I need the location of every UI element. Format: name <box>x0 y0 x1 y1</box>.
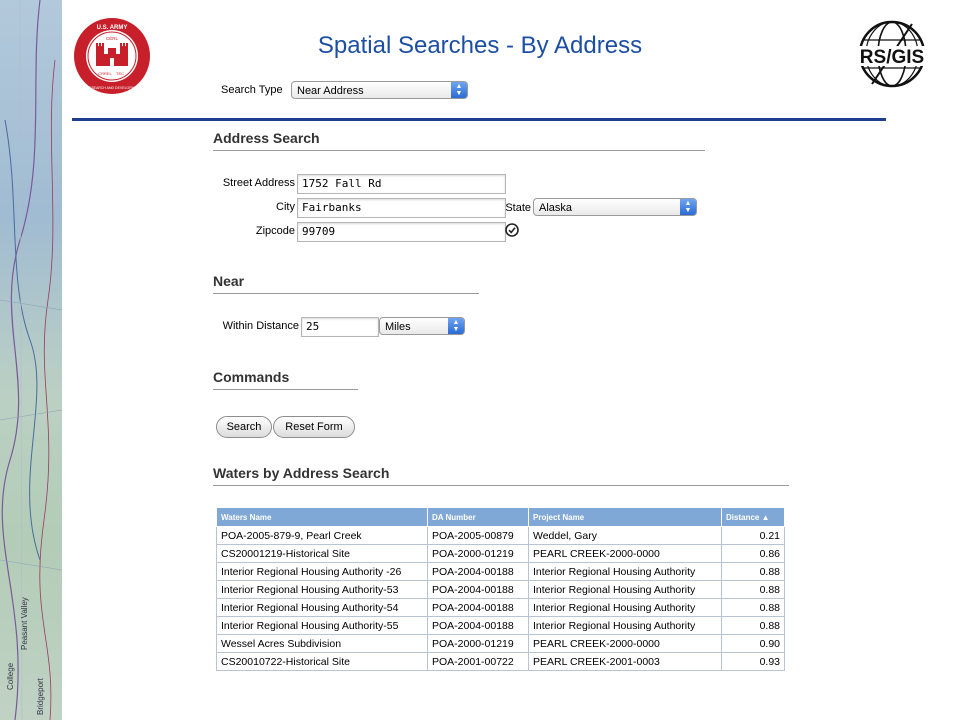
svg-text:CRREL: CRREL <box>98 71 112 76</box>
cell-waters-name: POA-2005-879-9, Pearl Creek <box>217 527 428 545</box>
search-type-label: Search Type <box>221 84 283 96</box>
cell-waters-name: Interior Regional Housing Authority-55 <box>217 617 428 635</box>
cell-distance: 0.88 <box>722 581 785 599</box>
distance-header-label: Distance <box>726 512 760 522</box>
cell-waters-name: CS20001219-Historical Site <box>217 545 428 563</box>
cell-project-name: Interior Regional Housing Authority <box>529 599 722 617</box>
commands-heading: Commands <box>213 369 358 390</box>
state-value: Alaska <box>539 202 573 214</box>
cell-waters-name: Wessel Acres Subdivision <box>217 635 428 653</box>
map-label: Bridgeport <box>36 678 45 715</box>
svg-text:U.S. ARMY: U.S. ARMY <box>96 25 128 31</box>
results-table <box>216 507 785 671</box>
search-button[interactable]: Search <box>216 416 272 438</box>
table-row[interactable] <box>217 635 785 653</box>
cell-distance: 0.93 <box>722 653 785 671</box>
cell-waters-name: Interior Regional Housing Authority-53 <box>217 581 428 599</box>
city-input[interactable]: Fairbanks <box>297 198 506 218</box>
cell-da-number: POA-2000-01219 <box>428 635 529 653</box>
select-arrow-icon: ▲ ▼ <box>680 199 696 215</box>
table-row[interactable] <box>217 653 785 671</box>
cell-project-name: PEARL CREEK-2001-0003 <box>529 653 722 671</box>
state-select[interactable] <box>533 198 697 216</box>
cell-project-name: Interior Regional Housing Authority <box>529 563 722 581</box>
within-distance-label: Within Distance <box>222 320 299 332</box>
cell-da-number: POA-2004-00188 <box>428 563 529 581</box>
cell-distance: 0.88 <box>722 617 785 635</box>
table-row[interactable] <box>217 563 785 581</box>
svg-text:TEC: TEC <box>116 71 124 76</box>
street-address-label: Street Address <box>222 177 295 189</box>
cell-da-number: POA-2000-01219 <box>428 545 529 563</box>
column-header-da-number[interactable]: DA Number <box>428 508 529 527</box>
search-type-value: Near Address <box>297 85 364 97</box>
street-address-input[interactable]: 1752 Fall Rd <box>297 174 506 194</box>
reset-form-button[interactable]: Reset Form <box>273 416 355 438</box>
map-lines <box>0 0 62 720</box>
page-title: Spatial Searches - By Address <box>317 32 643 59</box>
svg-text:CERL: CERL <box>105 36 119 41</box>
map-strip <box>0 0 62 720</box>
near-heading: Near <box>213 273 479 294</box>
search-type-select[interactable] <box>291 81 468 99</box>
results-body <box>217 527 785 671</box>
address-search-heading: Address Search <box>213 130 705 151</box>
select-arrow-icon: ▲ ▼ <box>451 82 467 98</box>
header-divider <box>72 118 886 121</box>
results-header-row <box>217 508 785 527</box>
cell-project-name: PEARL CREEK-2000-0000 <box>529 545 722 563</box>
svg-text:RS/GIS: RS/GIS <box>859 47 925 68</box>
cell-distance: 0.86 <box>722 545 785 563</box>
table-row[interactable] <box>217 545 785 563</box>
zipcode-label: Zipcode <box>255 225 295 237</box>
cell-distance: 0.90 <box>722 635 785 653</box>
cell-project-name: Weddel, Gary <box>529 527 722 545</box>
cell-da-number: POA-2005-00879 <box>428 527 529 545</box>
checkmark-icon <box>505 223 519 237</box>
cell-distance: 0.21 <box>722 527 785 545</box>
cell-distance: 0.88 <box>722 599 785 617</box>
cell-project-name: Interior Regional Housing Authority <box>529 581 722 599</box>
cell-distance: 0.88 <box>722 563 785 581</box>
map-label: College <box>6 662 15 690</box>
distance-unit-select[interactable] <box>379 317 465 335</box>
rsgis-globe-logo-icon <box>842 14 942 92</box>
select-arrow-icon: ▲ ▼ <box>448 318 464 334</box>
svg-text:ENGINEER RESEARCH AND DEVELOPM: ENGINEER RESEARCH AND DEVELOPMENT CENTER <box>67 86 157 90</box>
map-label: Peasant Valley <box>20 597 29 650</box>
table-row[interactable] <box>217 617 785 635</box>
cell-da-number: POA-2001-00722 <box>428 653 529 671</box>
table-row[interactable] <box>217 581 785 599</box>
cell-waters-name: Interior Regional Housing Authority -26 <box>217 563 428 581</box>
table-row[interactable] <box>217 527 785 545</box>
army-castle-logo-icon <box>67 16 157 96</box>
cell-waters-name: Interior Regional Housing Authority-54 <box>217 599 428 617</box>
results-heading: Waters by Address Search <box>213 465 789 486</box>
state-label: State <box>505 202 531 214</box>
zipcode-input[interactable]: 99709 <box>297 222 506 242</box>
distance-input[interactable]: 25 <box>301 317 379 337</box>
table-row[interactable] <box>217 599 785 617</box>
cell-project-name: Interior Regional Housing Authority <box>529 617 722 635</box>
column-header-waters-name[interactable]: Waters Name <box>217 508 428 527</box>
distance-unit-value: Miles <box>385 321 411 333</box>
cell-da-number: POA-2004-00188 <box>428 599 529 617</box>
column-header-distance[interactable] <box>722 508 785 527</box>
column-header-project-name[interactable]: Project Name <box>529 508 722 527</box>
cell-da-number: POA-2004-00188 <box>428 581 529 599</box>
cell-da-number: POA-2004-00188 <box>428 617 529 635</box>
sort-ascending-icon: ▲ <box>761 512 770 522</box>
cell-project-name: PEARL CREEK-2000-0000 <box>529 635 722 653</box>
city-label: City <box>276 201 295 213</box>
cell-waters-name: CS20010722-Historical Site <box>217 653 428 671</box>
